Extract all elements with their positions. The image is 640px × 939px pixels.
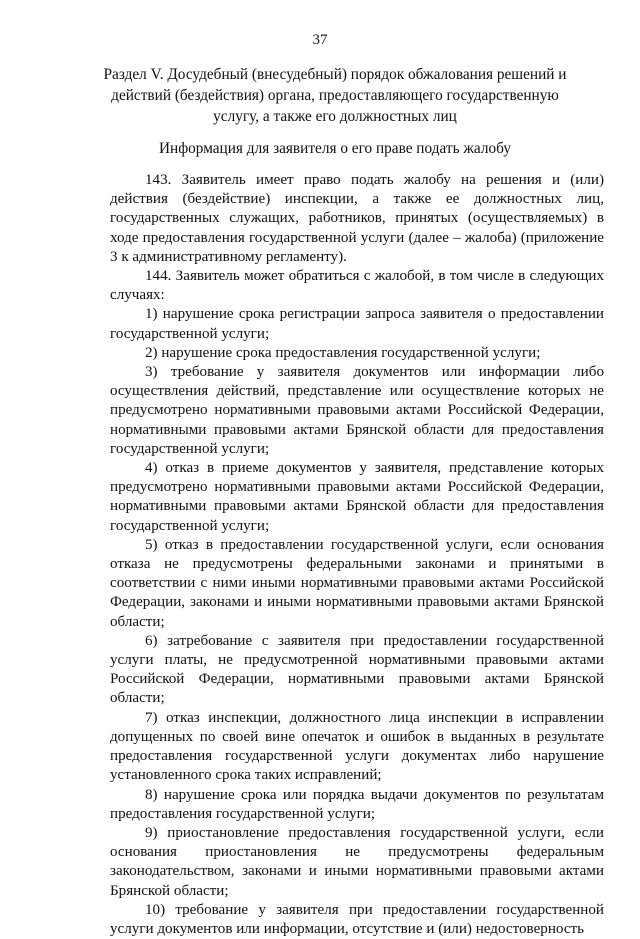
list-item-10: 10) требование у заявителя при предоставлении государственной услуги документов или информации, отсутствие и (или) недостоверность [110,901,604,937]
list-item-9: 9) приостановление предоставления государственной услуги, если основания приостановления не предусмотрены федеральным законодательством, законами и иными нормативными правовыми актами Брянской области; [110,824,604,899]
list-item-6: 6) затребование с заявителя при предоставлении государственной услуги платы, не предусмотренной нормативными правовыми актами Российской Федерации, нормативными правовыми актами Брянской области; [110,632,604,707]
paragraph-143: 143. Заявитель имеет право подать жалобу на решения и (или) действия (бездействие) инспекции, а также ее должностных лиц, государственных служащих, работников, принятых (осуществляемых) в ходе предоставления государственной услуги (далее – жалоба) (приложение 3 к административному регламенту). [110,172,604,265]
paragraph-144: 144. Заявитель может обратиться с жалобой, в том числе в следующих случаях: [110,268,604,304]
document-body [110,171,604,939]
section-subheading: Информация для заявителя о его праве подать жалобу [158,140,511,157]
section-heading: Раздел V. Досудебный (внесудебный) порядок обжалования решений и действий (бездействия) органа, предоставляющего государственную услугу, а также его должностных лиц [103,66,567,125]
list-item-7: 7) отказ инспекции, должностного лица инспекции в исправлении допущенных по своей вине опечаток и ошибок в выданных в результате предоставления государственной услуги документах либо нарушение установленного срока таких исправлений; [110,709,604,784]
list-item-5: 5) отказ в предоставлении государственной услуги, если основания отказа не предусмотрены федеральными законами и принятыми в соответствии с ними иными нормативными правовыми актами Российской Федерации, законами и иными нормативными правовыми актами Брянской области; [110,536,604,630]
page-number: 37 [312,32,328,48]
list-item-3: 3) требование у заявителя документов или информации либо осуществления действий, представление или осуществление которых не предусмотрено нормативными правовыми актами Российской Федерации, нормативными правовыми актами Брянской области для предоставления государственной услуги; [110,364,604,457]
list-item-1: 1) нарушение срока регистрации запроса заявителя о предоставлении государственной услуги; [110,306,604,342]
list-item-4: 4) отказ в приеме документов у заявителя, представление которых предусмотрено нормативными правовыми актами Российской Федерации, нормативными правовыми актами Брянской области для предоставления государственной услуги; [110,460,604,534]
list-item-8: 8) нарушение срока или порядка выдачи документов по результатам предоставления государственной услуги; [110,786,604,822]
list-item-2: 2) нарушение срока предоставления государственной услуги; [145,344,541,361]
